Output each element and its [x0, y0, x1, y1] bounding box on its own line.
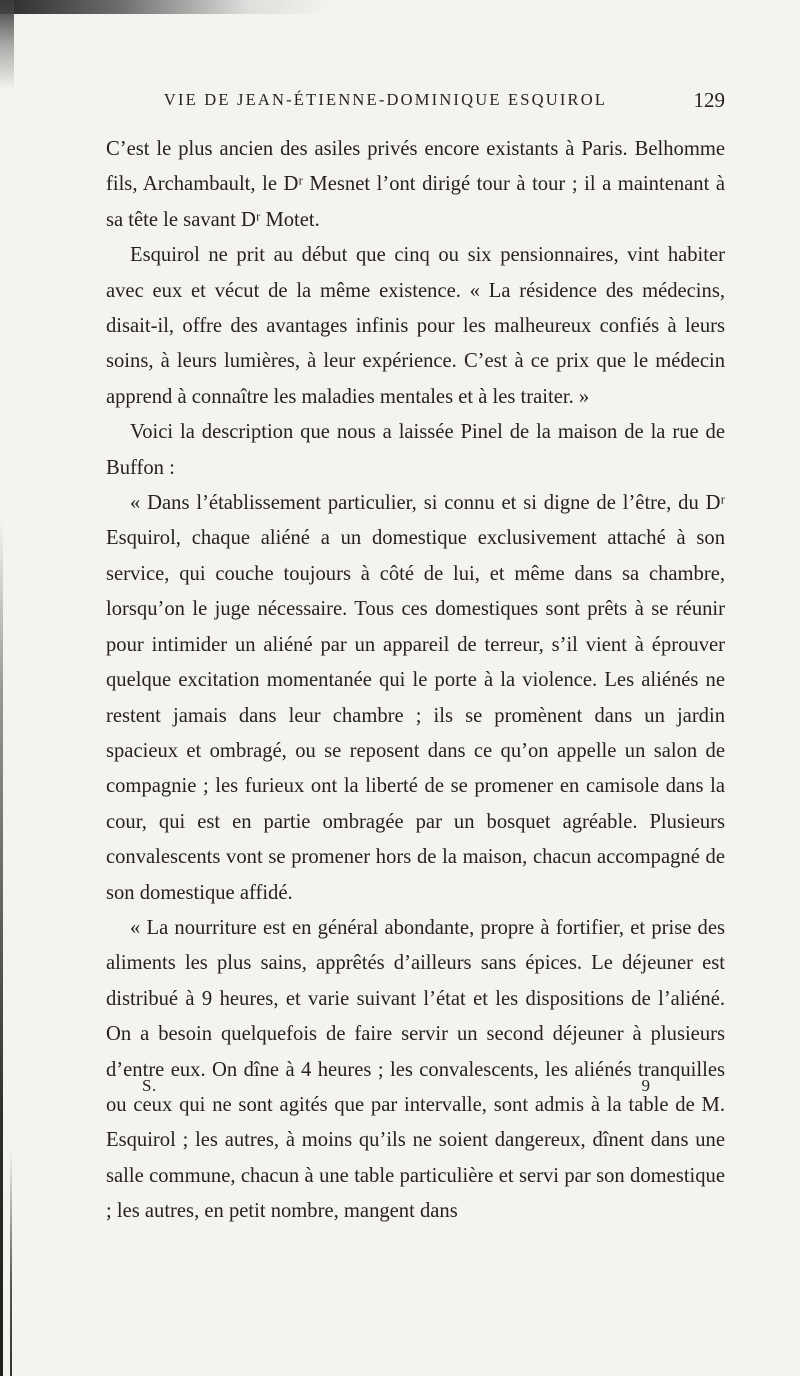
quote-paragraph: « La nourriture est en général abondante, propre à fortifier, et prise des aliments les plus sains, apprêtés d’ailleurs sans épices. Le déjeuner est distribué à 9 heures, et varie suivant l’état et les dispositions de l’aliéné. On a besoin quelquefois de faire servir un second déjeuner à plusieurs d’entre eux. On dîne à 4 heures ; les convalescents, les aliénés tranquilles ou ceux qui ne sont agités que par intervalle, sont admis à la table de M. Esquirol ; les autres, à moins qu’ils ne soient dangereux, dînent dans une salle commune, chacun à une table particulière et servi par son domestique ; les autres, en petit nombre, mangent dans — [106, 916, 725, 1223]
signature-mark: S. — [142, 1076, 157, 1095]
paragraph: Voici la description que nous a laissée Pinel de la maison de la rue de Buffon : — [106, 421, 725, 479]
sheet-number: 9 — [641, 1076, 650, 1095]
binding-shadow — [0, 520, 3, 1376]
running-head: VIE DE JEAN-ÉTIENNE-DOMINIQUE ESQUIROL — [163, 90, 608, 109]
binding-shadow-inner — [10, 1150, 12, 1376]
page-header — [106, 90, 725, 120]
page-number: 129 — [693, 88, 725, 112]
quote-paragraph: « Dans l’établissement particulier, si connu et si digne de l’être, du Dʳ Esquirol, chaque aliéné a un domestique exclusivement attaché à son service, qui couche toujours à côté de lui, et même dans sa chambre, lorsqu’on le juge nécessaire. Tous ces domestiques sont prêts à se réunir pour intimider un aliéné par un appareil de terreur, s’il vient à éprouver quelque excitation momentanée qui le porte à la violence. Les aliénés ne restent jamais dans leur chambre ; ils se promènent dans un jardin spacieux et ombragé, ou se reposent dans ce qu’on appelle un salon de compagnie ; les furieux ont la liberté de se promener en camisole dans la cour, qui est en partie ombragée par un bosquet agréable. Plusieurs convalescents vont se promener hors de la maison, chacun accompagné de son domestique affidé. — [106, 492, 725, 904]
paragraph: C’est le plus ancien des asiles privés encore existants à Paris. Belhomme fils, Archambault, le Dʳ Mesnet l’ont dirigé tour à tour ; il a maintenant à sa tête le savant Dʳ Motet. — [106, 138, 725, 231]
scan-shadow-left — [0, 0, 14, 90]
page-footer — [142, 1076, 650, 1102]
paragraph: Esquirol ne prit au début que cinq ou six pensionnaires, vint habiter avec eux et vécut de la même existence. « La résidence des médecins, disait-il, offre des avantages infinis pour les malheureux confiés à leurs soins, à leurs lumières, à leur expérience. C’est à ce prix que le médecin apprend à connaître les maladies mentales et à les traiter. » — [106, 244, 725, 408]
scan-shadow — [0, 0, 330, 14]
body-text — [106, 132, 725, 1230]
